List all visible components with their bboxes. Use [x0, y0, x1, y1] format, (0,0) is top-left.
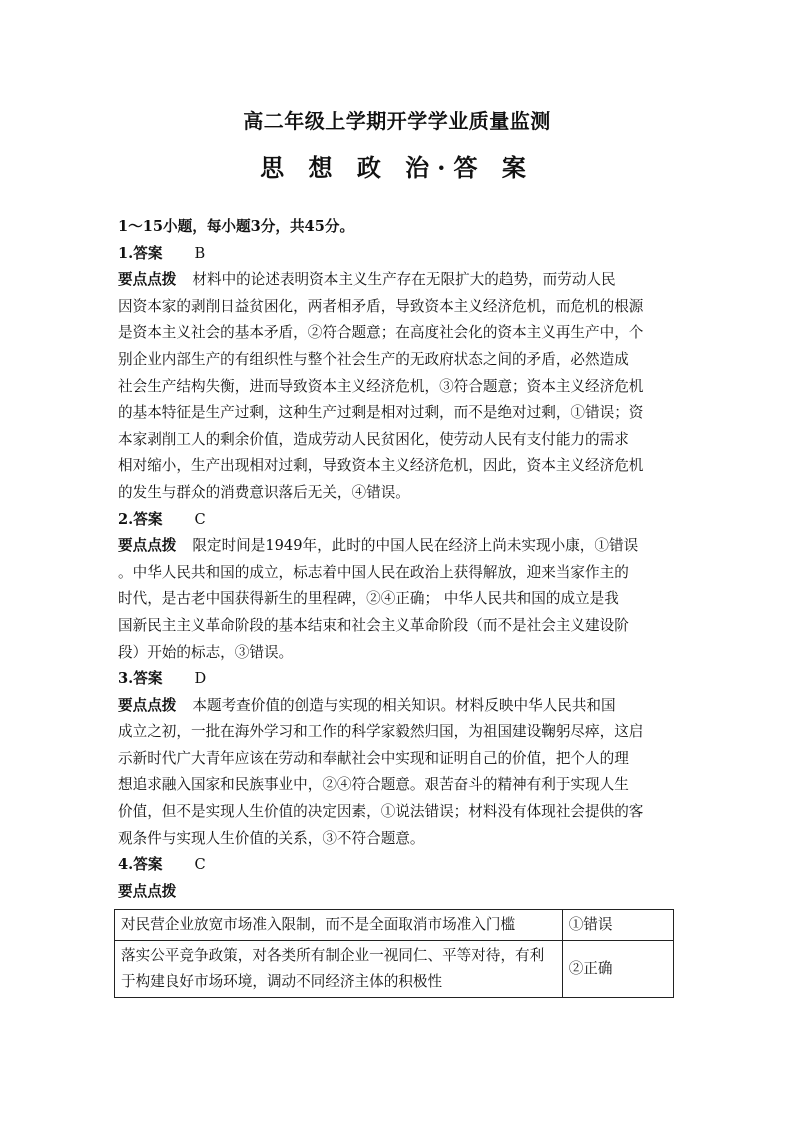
explanation-label: 要点点拨 — [118, 696, 177, 714]
explanation-line: 成立之初，一批在海外学习和工作的科学家毅然归国，为祖国建设鞠躬尽瘁，这启 — [118, 723, 644, 741]
answer-heading-4 — [118, 852, 678, 879]
explanation-line — [118, 693, 678, 720]
explanation-text: 本题考查价值的创造与实现的相关知识。材料反映中华人民共和国 — [192, 696, 616, 714]
answer-choice: D — [194, 670, 207, 688]
answer-heading-2 — [118, 507, 678, 534]
explanation-line — [118, 267, 678, 294]
table-row — [115, 910, 674, 941]
explanation-line: 价值，但不是实现人生价值的决定因素，①说法错误；材料没有体现社会提供的客 — [118, 803, 644, 821]
explanation-line: 。中华人民共和国的成立，标志着中国人民在政治上获得解放，迎来当家作主的 — [118, 563, 629, 581]
explanation-line: 国新民主主义革命阶段的基本结束和社会主义革命阶段（而不是社会主义建设阶 — [118, 616, 629, 634]
page-subtitle: 思 想 政 治·答 案 — [260, 153, 534, 182]
answer-number: 1.答案 — [118, 244, 163, 262]
answer-choice: C — [194, 856, 206, 874]
answer-number: 4.答案 — [118, 856, 163, 874]
explanation-line: 示新时代广大青年应该在劳动和奉献社会中实现和证明自己的价值，把个人的理 — [118, 749, 629, 767]
explanation-line: 时代，是古老中国获得新生的里程碑，②④正确； 中华人民共和国的成立是我 — [118, 590, 619, 608]
explanation-line: 观条件与实现人生价值的关系，③不符合题意。 — [118, 829, 425, 847]
explanation-text: 限定时间是1949年，此时的中国人民在经济上尚未实现小康，①错误 — [192, 537, 639, 555]
explanation-line: 是资本主义社会的基本矛盾，②符合题意；在高度社会化的资本主义再生产中，个 — [118, 324, 644, 342]
answer-number: 2.答案 — [118, 510, 163, 528]
explanation-line: 想追求融入国家和民族事业中，②④符合题意。艰苦奋斗的精神有利于实现人生 — [118, 776, 629, 794]
explanation-line: 别企业内部生产的有组织性与整个社会生产的无政府状态之间的矛盾，必然造成 — [118, 350, 629, 368]
explanation-line: 的基本特征是生产过剩，这种生产过剩是相对过剩，而不是绝对过剩，①错误；资 — [118, 404, 644, 422]
explanation-line: 的发生与群众的消费意识落后无关，④错误。 — [118, 483, 410, 501]
explanation-text: 材料中的论述表明资本主义生产存在无限扩大的趋势，而劳动人民 — [192, 271, 616, 289]
explanation-line: 本家剥削工人的剩余价值，造成劳动人民贫困化，使劳动人民有支付能力的需求 — [118, 430, 629, 448]
explanation-line — [118, 879, 678, 906]
answer-content — [118, 214, 678, 905]
explanation-label: 要点点拨 — [118, 271, 177, 289]
explanation-line: 社会生产结构失衡，进而导致资本主义经济危机，③符合题意；资本主义经济危机 — [118, 377, 644, 395]
table-cell-result: ①错误 — [562, 910, 673, 941]
explanation-line: 因资本家的剥削日益贫困化，两者相矛盾，导致资本主义经济危机，而危机的根源 — [118, 297, 644, 315]
answer-choice: B — [194, 244, 206, 262]
explanation-line: 相对缩小，生产出现相对过剩，导致资本主义经济危机，因此，资本主义经济危机 — [118, 457, 644, 475]
table-cell-statement: 落实公平竞争政策，对各类所有制企业一视同仁、平等对待，有利于构建良好市场环境，调动不同经济主体的积极性 — [115, 941, 563, 998]
scoring-intro: 1～15小题，每小题3分，共45分。 — [118, 218, 355, 235]
answer-heading-3 — [118, 666, 678, 693]
answer-heading-1 — [118, 241, 678, 268]
analysis-table — [114, 909, 674, 998]
explanation-line: 段）开始的标志，③错误。 — [118, 643, 294, 661]
table-cell-result: ②正确 — [562, 941, 673, 998]
answer-choice: C — [194, 510, 206, 528]
explanation-label: 要点点拨 — [118, 882, 177, 900]
explanation-label: 要点点拨 — [118, 537, 177, 555]
explanation-line — [118, 533, 678, 560]
page-title: 高二年级上学期开学学业质量监测 — [243, 109, 551, 133]
table-row — [115, 941, 674, 998]
answer-number: 3.答案 — [118, 670, 163, 688]
table-cell-statement: 对民营企业放宽市场准入限制，而不是全面取消市场准入门槛 — [115, 910, 563, 941]
